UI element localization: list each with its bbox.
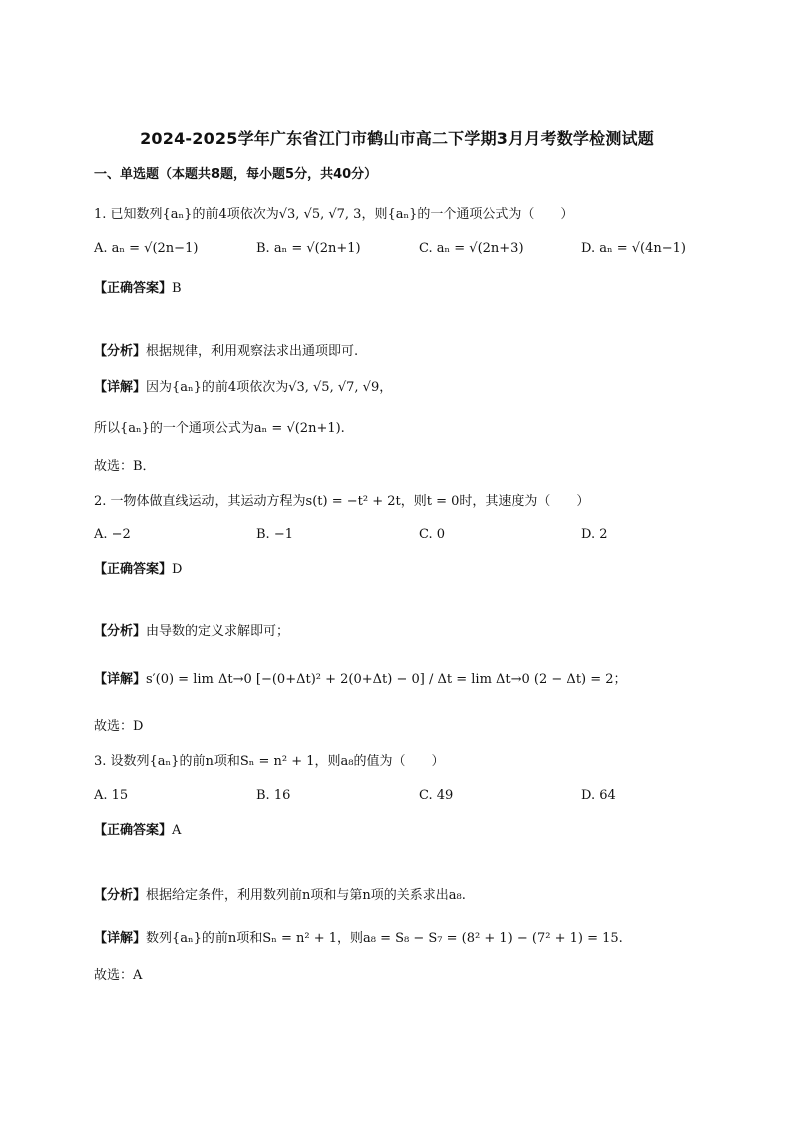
analysis-label: 【分析】 xyxy=(94,888,147,903)
answer-label: 【正确答案】 xyxy=(94,823,173,838)
analysis-label: 【分析】 xyxy=(94,344,147,359)
section-heading: 一、单选题（本题共8题，每小题5分，共40分） xyxy=(94,167,378,182)
q1-answer xyxy=(94,277,182,296)
q1-option-b: B. aₙ = √(2n+1) xyxy=(256,241,361,256)
question-3-stem: 3. 设数列{aₙ}的前n项和Sₙ = n² + 1，则a₈的值为（ ） xyxy=(94,754,445,769)
analysis-text: 根据规律，利用观察法求出通项即可. xyxy=(146,344,359,359)
q2-option-a: A. −2 xyxy=(94,527,131,542)
q3-option-d: D. 64 xyxy=(581,788,616,803)
detail-label: 【详解】 xyxy=(94,931,147,946)
detail-label: 【详解】 xyxy=(94,380,147,395)
question-1-stem: 1. 已知数列{aₙ}的前4项依次为√3, √5, √7, 3，则{aₙ}的一个通项公式为（ ） xyxy=(94,207,574,222)
q1-option-d: D. aₙ = √(4n−1) xyxy=(581,241,686,256)
question-2-stem: 2. 一物体做直线运动，其运动方程为s(t) = −t² + 2t，则t = 0时，其速度为（ ） xyxy=(94,494,590,509)
analysis-label: 【分析】 xyxy=(94,624,147,639)
q3-analysis xyxy=(94,884,466,903)
detail-label: 【详解】 xyxy=(94,672,147,687)
q2-option-b: B. −1 xyxy=(256,527,293,542)
answer-value: D xyxy=(172,562,183,577)
q1-detail-conclusion: 所以{aₙ}的一个通项公式为aₙ = √(2n+1). xyxy=(94,421,345,436)
q1-analysis xyxy=(94,340,358,359)
page-title: 2024-2025学年广东省江门市鹤山市高二下学期3月月考数学检测试题 xyxy=(140,129,654,148)
q1-option-a: A. aₙ = √(2n−1) xyxy=(94,241,199,256)
q2-detail xyxy=(94,668,627,687)
q2-option-d: D. 2 xyxy=(581,527,608,542)
detail-formula: s′(0) = lim Δt→0 [−(0+Δt)² + 2(0+Δt) − 0] / Δt = lim Δt→0 (2 − Δt) = 2； xyxy=(146,672,627,687)
analysis-text: 根据给定条件，利用数列前n项和与第n项的关系求出a₈. xyxy=(146,888,466,903)
q3-answer xyxy=(94,819,181,838)
analysis-text: 由导数的定义求解即可； xyxy=(146,624,290,639)
q1-detail xyxy=(94,376,392,395)
q2-option-c: C. 0 xyxy=(419,527,446,542)
q3-option-b: B. 16 xyxy=(256,788,291,803)
q1-choose: 故选：B． xyxy=(94,459,156,474)
q3-option-a: A. 15 xyxy=(94,788,129,803)
answer-value: A xyxy=(172,823,182,838)
detail-text: 数列{aₙ}的前n项和Sₙ = n² + 1，则a₈ = S₈ − S₇ = (8² + 1) − (7² + 1) = 15. xyxy=(146,931,623,946)
answer-label: 【正确答案】 xyxy=(94,562,173,577)
q3-choose: 故选：A xyxy=(94,968,143,983)
q3-detail xyxy=(94,927,623,946)
q1-option-c: C. aₙ = √(2n+3) xyxy=(419,241,524,256)
q2-choose: 故选：D xyxy=(94,719,144,734)
q3-option-c: C. 49 xyxy=(419,788,454,803)
answer-value: B xyxy=(172,281,182,296)
detail-text: 因为{aₙ}的前4项依次为√3, √5, √7, √9， xyxy=(146,380,393,395)
q2-answer xyxy=(94,558,182,577)
q2-analysis xyxy=(94,620,289,639)
answer-label: 【正确答案】 xyxy=(94,281,173,296)
